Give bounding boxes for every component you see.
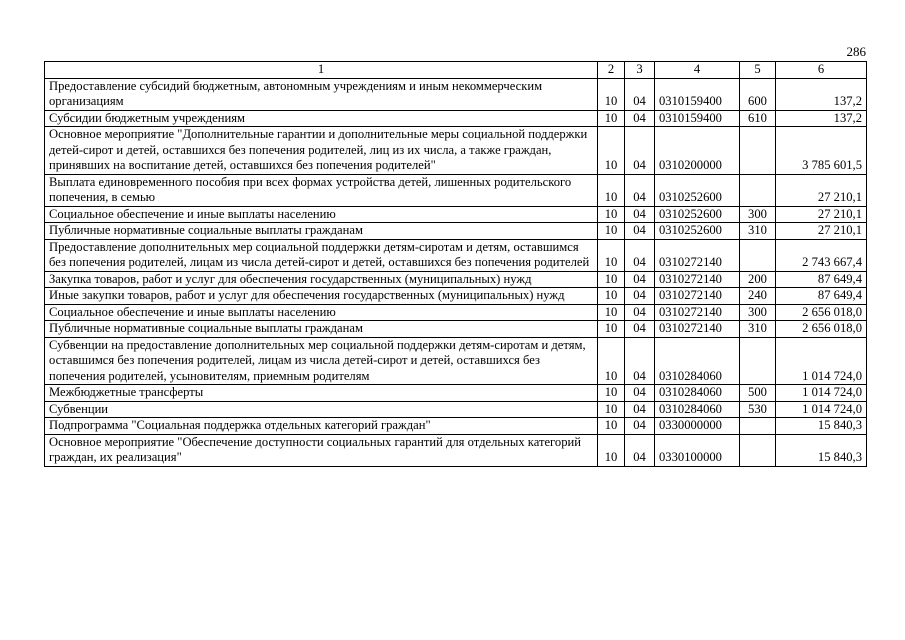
table-row bbox=[45, 78, 867, 110]
row-section: 10 bbox=[598, 271, 625, 288]
row-description: Публичные нормативные социальные выплаты гражданам bbox=[45, 223, 598, 240]
row-description: Социальное обеспечение и иные выплаты населению bbox=[45, 304, 598, 321]
row-section: 10 bbox=[598, 288, 625, 305]
row-amount: 2 656 018,0 bbox=[776, 304, 867, 321]
table-row bbox=[45, 288, 867, 305]
row-description: Подпрограмма "Социальная поддержка отдельных категорий граждан" bbox=[45, 418, 598, 435]
row-target-code: 0310284060 bbox=[655, 401, 740, 418]
row-section: 10 bbox=[598, 434, 625, 466]
row-amount: 87 649,4 bbox=[776, 288, 867, 305]
row-expense-type bbox=[740, 434, 776, 466]
row-amount: 2 743 667,4 bbox=[776, 239, 867, 271]
row-subsection: 04 bbox=[625, 418, 655, 435]
row-amount: 137,2 bbox=[776, 110, 867, 127]
row-target-code: 0310200000 bbox=[655, 127, 740, 175]
row-description: Субсидии бюджетным учреждениям bbox=[45, 110, 598, 127]
row-section: 10 bbox=[598, 385, 625, 402]
row-expense-type: 530 bbox=[740, 401, 776, 418]
row-amount: 27 210,1 bbox=[776, 174, 867, 206]
row-expense-type: 500 bbox=[740, 385, 776, 402]
table-row bbox=[45, 223, 867, 240]
row-expense-type bbox=[740, 418, 776, 435]
row-amount: 2 656 018,0 bbox=[776, 321, 867, 338]
row-expense-type: 310 bbox=[740, 223, 776, 240]
row-target-code: 0310272140 bbox=[655, 239, 740, 271]
column-header: 2 bbox=[598, 62, 625, 79]
row-section: 10 bbox=[598, 78, 625, 110]
row-target-code: 0330000000 bbox=[655, 418, 740, 435]
table-row bbox=[45, 337, 867, 385]
table-row bbox=[45, 174, 867, 206]
row-subsection: 04 bbox=[625, 337, 655, 385]
row-target-code: 0310252600 bbox=[655, 223, 740, 240]
table-row bbox=[45, 271, 867, 288]
row-section: 10 bbox=[598, 321, 625, 338]
row-target-code: 0310159400 bbox=[655, 110, 740, 127]
row-section: 10 bbox=[598, 418, 625, 435]
row-target-code: 0330100000 bbox=[655, 434, 740, 466]
row-amount: 1 014 724,0 bbox=[776, 385, 867, 402]
row-amount: 27 210,1 bbox=[776, 223, 867, 240]
row-description: Предоставление субсидий бюджетным, автономным учреждениям и иным некоммерческим организациям bbox=[45, 78, 598, 110]
row-section: 10 bbox=[598, 206, 625, 223]
row-description: Предоставление дополнительных мер социальной поддержки детям-сиротам и детям, оставшимся без попечения родителей, лицам из числа детей-сирот и детей, оставшихся без попечения родителей bbox=[45, 239, 598, 271]
page-number: 286 bbox=[846, 44, 866, 59]
row-description: Социальное обеспечение и иные выплаты населению bbox=[45, 206, 598, 223]
column-header: 3 bbox=[625, 62, 655, 79]
row-amount: 1 014 724,0 bbox=[776, 401, 867, 418]
table-row bbox=[45, 239, 867, 271]
row-subsection: 04 bbox=[625, 206, 655, 223]
row-section: 10 bbox=[598, 337, 625, 385]
row-description: Основное мероприятие "Дополнительные гарантии и дополнительные меры социальной поддержки детей-сирот и детей, оставшихся без попечения родителей, лиц из их числа, а также граждан, принявших на воспитание детей, оставшихся без попечения родителей" bbox=[45, 127, 598, 175]
row-section: 10 bbox=[598, 239, 625, 271]
row-amount: 137,2 bbox=[776, 78, 867, 110]
table-row bbox=[45, 206, 867, 223]
row-subsection: 04 bbox=[625, 78, 655, 110]
row-subsection: 04 bbox=[625, 174, 655, 206]
row-expense-type: 610 bbox=[740, 110, 776, 127]
row-subsection: 04 bbox=[625, 304, 655, 321]
row-expense-type: 240 bbox=[740, 288, 776, 305]
column-header: 5 bbox=[740, 62, 776, 79]
table-row bbox=[45, 401, 867, 418]
row-target-code: 0310272140 bbox=[655, 304, 740, 321]
row-target-code: 0310272140 bbox=[655, 271, 740, 288]
row-expense-type: 300 bbox=[740, 206, 776, 223]
row-expense-type: 200 bbox=[740, 271, 776, 288]
row-target-code: 0310284060 bbox=[655, 337, 740, 385]
row-section: 10 bbox=[598, 110, 625, 127]
row-target-code: 0310252600 bbox=[655, 174, 740, 206]
row-expense-type bbox=[740, 337, 776, 385]
row-amount: 1 014 724,0 bbox=[776, 337, 867, 385]
row-subsection: 04 bbox=[625, 127, 655, 175]
row-description: Межбюджетные трансферты bbox=[45, 385, 598, 402]
row-target-code: 0310159400 bbox=[655, 78, 740, 110]
row-subsection: 04 bbox=[625, 401, 655, 418]
row-target-code: 0310272140 bbox=[655, 288, 740, 305]
row-expense-type bbox=[740, 239, 776, 271]
row-subsection: 04 bbox=[625, 321, 655, 338]
row-subsection: 04 bbox=[625, 288, 655, 305]
table-row bbox=[45, 304, 867, 321]
table-row bbox=[45, 110, 867, 127]
row-expense-type: 310 bbox=[740, 321, 776, 338]
column-header: 4 bbox=[655, 62, 740, 79]
row-description: Основное мероприятие "Обеспечение доступности социальных гарантий для отдельных категорий граждан, их реализация" bbox=[45, 434, 598, 466]
row-subsection: 04 bbox=[625, 434, 655, 466]
row-description: Закупка товаров, работ и услуг для обеспечения государственных (муниципальных) нужд bbox=[45, 271, 598, 288]
table-header-row bbox=[45, 62, 867, 79]
row-amount: 3 785 601,5 bbox=[776, 127, 867, 175]
row-description: Выплата единовременного пособия при всех формах устройства детей, лишенных родительского попечения, в семью bbox=[45, 174, 598, 206]
row-expense-type bbox=[740, 127, 776, 175]
row-section: 10 bbox=[598, 401, 625, 418]
table-row bbox=[45, 321, 867, 338]
row-expense-type: 600 bbox=[740, 78, 776, 110]
row-section: 10 bbox=[598, 174, 625, 206]
row-expense-type: 300 bbox=[740, 304, 776, 321]
budget-table bbox=[44, 61, 867, 467]
row-description: Публичные нормативные социальные выплаты гражданам bbox=[45, 321, 598, 338]
row-section: 10 bbox=[598, 223, 625, 240]
row-target-code: 0310252600 bbox=[655, 206, 740, 223]
row-description: Иные закупки товаров, работ и услуг для обеспечения государственных (муниципальных) нужд bbox=[45, 288, 598, 305]
column-header: 1 bbox=[45, 62, 598, 79]
table-body bbox=[45, 78, 867, 466]
row-subsection: 04 bbox=[625, 271, 655, 288]
row-subsection: 04 bbox=[625, 223, 655, 240]
row-description: Субвенции на предоставление дополнительных мер социальной поддержки детям-сиротам и детям, оставшимся без попечения родителей, лицам из числа детей-сирот и детей, оставшихся без попечения родителей, усыновителям, приемным родителям bbox=[45, 337, 598, 385]
row-subsection: 04 bbox=[625, 385, 655, 402]
row-amount: 15 840,3 bbox=[776, 434, 867, 466]
row-target-code: 0310272140 bbox=[655, 321, 740, 338]
row-section: 10 bbox=[598, 127, 625, 175]
row-subsection: 04 bbox=[625, 110, 655, 127]
row-expense-type bbox=[740, 174, 776, 206]
column-header: 6 bbox=[776, 62, 867, 79]
row-subsection: 04 bbox=[625, 239, 655, 271]
table-row bbox=[45, 385, 867, 402]
row-amount: 87 649,4 bbox=[776, 271, 867, 288]
row-section: 10 bbox=[598, 304, 625, 321]
row-description: Субвенции bbox=[45, 401, 598, 418]
table-row bbox=[45, 434, 867, 466]
row-target-code: 0310284060 bbox=[655, 385, 740, 402]
row-amount: 27 210,1 bbox=[776, 206, 867, 223]
table-row bbox=[45, 127, 867, 175]
table-row bbox=[45, 418, 867, 435]
row-amount: 15 840,3 bbox=[776, 418, 867, 435]
